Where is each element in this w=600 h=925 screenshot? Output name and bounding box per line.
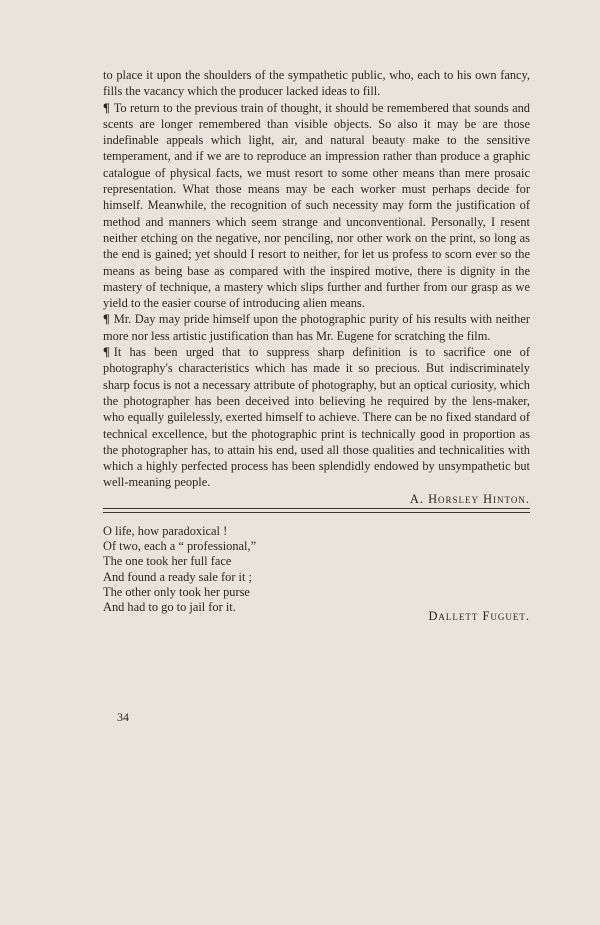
pilcrow-icon: ¶ [103, 100, 110, 115]
poem [103, 524, 530, 615]
poem-line: And found a ready sale for it ; [103, 569, 252, 584]
divider-rule [103, 508, 530, 509]
essay-paragraph: ¶ To return to the previous train of thought, it should be remembered that sounds and scents are longer remembered than visible objects. So also it may be are those indefinable appeals which light, air, and natural beauty make to the sensitive temperament, and if we are to reproduce an impression rather than produce a graphic catalogue of physical facts, we must resort to some other means than mere prosaic representation. What those means may be each worker must perhaps decide for himself. Meanwhile, the recognition of such necessity may form the justification of method and manners which seem strange and unconventional. Personally, I resent neither etching on the negative, nor penciling, nor other work on the print, so long as the end is gained; yet should I resort to neither, for let us profess to scorn ever so the means as being base as compared with the inspired motive, there is dignity in the mastery of technique, a mastery which slips further and further from our grasp as we yield to the easier course of introducing alien means. [103, 100, 530, 311]
essay-signature: A. Horsley Hinton. [409, 491, 530, 506]
pilcrow-icon: ¶ [103, 312, 110, 327]
divider-rule [103, 512, 530, 513]
poem-signature: Dallett Fuguet. [428, 609, 530, 623]
poem-line: O life, how paradoxical ! [103, 524, 228, 538]
poem-line: The other only took her purse [103, 584, 250, 599]
essay-paragraph: ¶ Mr. Day may pride himself upon the photographic purity of his results with neither more nor less artistic justification than has Mr. Eugene for scratching the film. [103, 312, 530, 343]
poem-line: Of two, each a “ professional,” [103, 539, 257, 554]
essay-opening: to place it upon the shoulders of the sympathetic public, who, each to his own fancy, fills the vacancy which the producer lacked ideas to fill. [103, 68, 530, 99]
pilcrow-icon: ¶ [103, 345, 110, 360]
poem-line: And had to go to jail for it. [103, 600, 236, 615]
essay-text [103, 67, 530, 507]
page-number: 34 [117, 710, 129, 724]
poem-line: The one took her full face [103, 554, 232, 569]
essay-paragraph: ¶ It has been urged that to suppress sharp definition is to sacrifice one of photography's characteristics which has made it so precious. But indiscriminately sharp focus is not a necessary attribute of photography, but an optical curiosity, which the photographer has been deceived into believing he required by the lens-maker, who equally guilelessly, exerted himself to achieve. There can be no fixed standard of technical excellence, but the photographic print is technically good in proportion as the photographer has, to attain his end, used all those qualities and technicalities with which a highly perfected process has been splendidly endowed by unsympathetic but well-meaning people. [103, 345, 530, 490]
